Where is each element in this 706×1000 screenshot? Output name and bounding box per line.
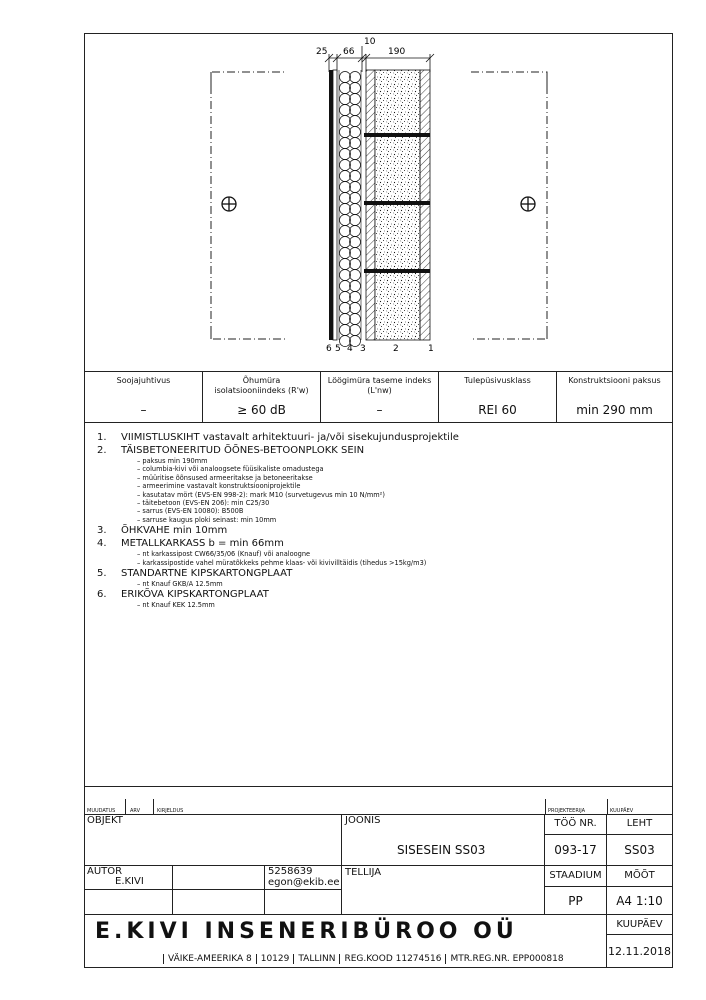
layer-note: – sarruse kaugus ploki seinast: min 10mm (137, 516, 657, 524)
prop-airborne-sound: Õhumüra isolatsiooniindeks (R'w) ≥ 60 dB (203, 372, 321, 422)
layer-note: – müüritise õõnsused armeeritakse ja betoneeritakse (137, 474, 657, 482)
layer-note: – nt karkassipost CW66/35/06 (Knauf) või analoogne (137, 550, 657, 558)
layer-item: 1. VIIMISTLUSKIHT vastavalt arhitektuuri- ja/või sisekujundusprojektile (97, 432, 459, 443)
autor-value: E.KIVI (115, 876, 144, 887)
staadium-value: PP (568, 894, 583, 908)
layer-item: 3. ÕHKVAHE min 10mm (97, 525, 228, 537)
dim-label-190: 190 (388, 47, 406, 57)
layer-note: – nt Knauf KEK 12.5mm (137, 601, 657, 609)
properties-table (85, 371, 672, 423)
gypsum-board-kek (329, 70, 333, 340)
email: egon@ekib.ee (268, 877, 340, 888)
anchor-symbol-left (222, 197, 236, 211)
layer-marker-5: 5 (335, 344, 341, 354)
prop-fire-class: Tulepüsivusklass REI 60 (439, 372, 557, 422)
rev-projekteerija: PROJEKTEERIJA (548, 808, 586, 814)
layer-note: – karkassipostide vahel müratõkkeks pehme klaas- või kivivilltäidis (tihedus >15kg/m3) (137, 559, 657, 567)
anchor-symbol-right (521, 197, 535, 211)
firm-address: VÄIKE-AMEERIKA 8 10129 TALLINN REG.KOOD 11274516 MTR.REG.NR. EPP000818 (163, 954, 568, 964)
layer-marker-4: 4 (347, 344, 353, 354)
layer-title: VIIMISTLUSKIHT vastavalt arhitektuuri- ja/või sisekujundusprojektile (121, 432, 459, 443)
drawing-sheet (84, 33, 673, 968)
rev-arv: ARV (130, 808, 141, 814)
revision-row (85, 786, 672, 815)
too-nr-value: 093-17 (554, 843, 597, 857)
kuupaev-value: 12.11.2018 (608, 945, 671, 958)
layer-title: METALLKARKASS b = min 66mm (121, 538, 284, 550)
joonis-value: SISESEIN SS03 (397, 843, 486, 857)
layer-title: ERIKÕVA KIPSKARTONGPLAAT (121, 589, 269, 601)
dim-label-66: 66 (343, 47, 355, 57)
tellija-label: TELLIJA (345, 867, 382, 878)
too-nr-label: TÖÖ NR. (554, 818, 597, 829)
layer-marker-1: 1 (428, 344, 434, 354)
title-block (85, 814, 672, 968)
prop-thickness: Konstruktsiooni paksus min 290 mm (568, 376, 661, 417)
staadium-label: STAADIUM (549, 870, 602, 881)
layer-note: – paksus min 190mm (137, 457, 657, 465)
layer-item: 2. TÄISBETONEERITUD ÕÕNES-BETOONPLOKK SEIN – paksus min 190mm – columbia-kivi või analoogsete füüsikaliste omadustega – müüritise õõnsused armeeritakse ja betoneeritakse – armeerimine vastavalt konstruktsiooniprojektile – kasutatav mört (EVS-EN 998-2): mark M10 (survetugevus min 10 N/mm²) – täitebetoon (EVS-EN 206): min C25/30 – sarrus (EVS-EN 10080): B500B – sarruse kaugus ploki seinast: min 10mm (97, 445, 657, 524)
dim-label-10: 10 (364, 37, 376, 47)
phone: 5258639 (268, 866, 313, 877)
moot-label: MÕÕT (624, 870, 655, 881)
dim-label-25: 25 (316, 47, 328, 57)
gypsum-board-gkb (333, 70, 337, 340)
layer-note: – nt Knauf GKB/A 12.5mm (137, 580, 657, 588)
layer-marker-6: 6 (326, 344, 332, 354)
layer-item: 5. STANDARTNE KIPSKARTONGPLAAT – nt Knauf GKB/A 12.5mm (97, 568, 657, 588)
layer-note: – täitebetoon (EVS-EN 206): min C25/30 (137, 499, 657, 507)
prop-thermal-conductivity: Soojajuhtivus – (85, 372, 203, 422)
layer-note: – columbia-kivi või analoogsete füüsikaliste omadustega (137, 465, 657, 473)
layer-title: TÄISBETONEERITUD ÕÕNES-BETOONPLOKK SEIN (121, 445, 365, 456)
layer-marker-2: 2 (393, 344, 399, 354)
insulation-fill (340, 72, 361, 347)
objekt-label: OBJEKT (87, 815, 123, 826)
layer-title: ÕHKVAHE min 10mm (121, 525, 228, 537)
prop-impact-sound: Löögimüra taseme indeks (L'nw) – (321, 372, 439, 422)
rev-kuupaev: KUUPÄEV (610, 808, 634, 814)
layer-note: – sarrus (EVS-EN 10080): B500B (137, 507, 657, 515)
joonis-label: JOONIS (345, 815, 381, 826)
rev-muudatus: MUUDATUS (87, 808, 116, 814)
layer-item: 6. ERIKÕVA KIPSKARTONGPLAAT – nt Knauf KEK 12.5mm (97, 589, 657, 609)
moot-value: A4 1:10 (616, 894, 663, 908)
leht-value: SS03 (624, 843, 655, 857)
leht-label: LEHT (626, 818, 653, 829)
firm-name: E.KIVI INSENERIBÜROO OÜ (95, 919, 518, 944)
kuupaev-label: KUUPÄEV (616, 919, 663, 930)
layer-description-list (97, 432, 657, 611)
layer-note: – kasutatav mört (EVS-EN 998-2): mark M10 (survetugevus min 10 N/mm²) (137, 491, 657, 499)
autor-label: AUTOR (87, 866, 123, 877)
layer-marker-3: 3 (360, 344, 366, 354)
rev-kirjeldus: KIRJELDUS (157, 808, 184, 814)
layer-title: STANDARTNE KIPSKARTONGPLAAT (121, 568, 293, 580)
wall-section-drawing (85, 34, 672, 372)
layer-item: 4. METALLKARKASS b = min 66mm – nt karkassipost CW66/35/06 (Knauf) või analoogne – karkassipostide vahel müratõkkeks pehme klaas- või kivivilltäidis (tihedus >15kg/m3) (97, 538, 657, 567)
layer-note: – armeerimine vastavalt konstruktsiooniprojektile (137, 482, 657, 490)
dimension-line (325, 46, 434, 72)
